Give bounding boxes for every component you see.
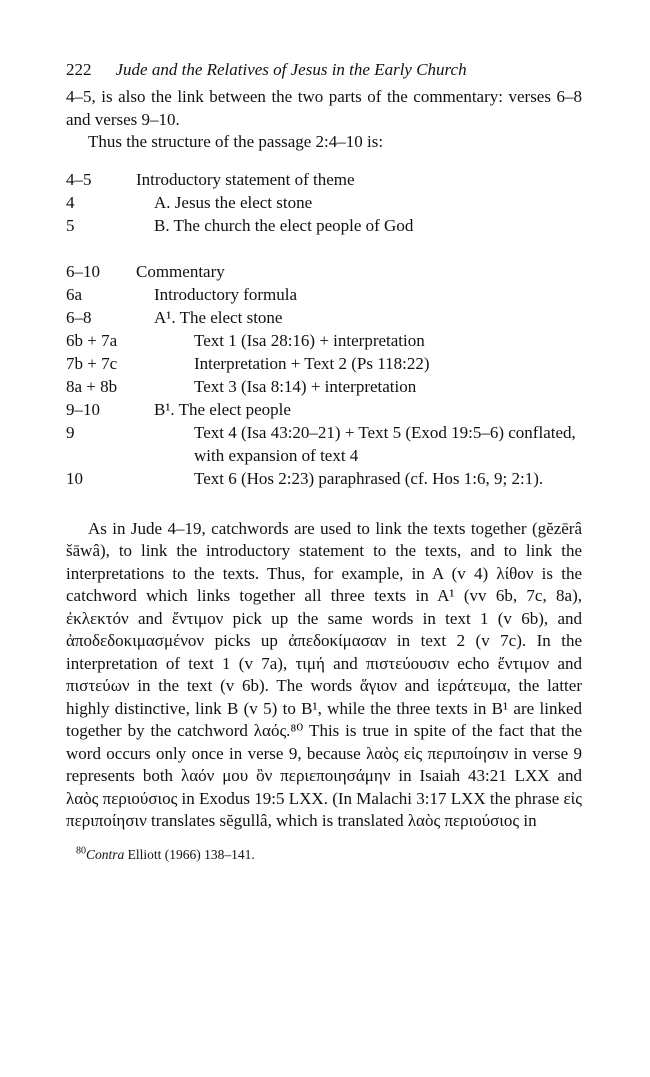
verse-ref: 10	[66, 468, 83, 488]
outline-row	[66, 168, 582, 191]
outline-row	[66, 329, 582, 352]
verse-ref: 4–5	[66, 169, 92, 189]
outline-row	[66, 306, 582, 329]
outline-text: Commentary	[136, 261, 225, 281]
running-title: Jude and the Relatives of Jesus in the Early Church	[115, 60, 467, 79]
book-page	[66, 60, 582, 863]
outline-text: Text 3 (Isa 8:14) + interpretation	[194, 376, 417, 396]
outline-row	[66, 191, 582, 214]
running-header	[66, 60, 582, 80]
outline-row	[66, 260, 582, 283]
outline-text: Text 6 (Hos 2:23) paraphrased (cf. Hos 1:6, 9; 2:1).	[194, 468, 544, 488]
outline-text: A. Jesus the elect stone	[154, 192, 313, 212]
verse-ref: 5	[66, 215, 75, 235]
outline-row	[66, 214, 582, 237]
verse-ref: 7b + 7c	[66, 353, 118, 373]
outline-row	[66, 467, 582, 490]
intro-paragraph: 4–5, is also the link between the two parts of the commentary: verses 6–8 and verses 9–10.	[66, 87, 582, 129]
outline-text: Text 4 (Isa 43:20–21) + Text 5 (Exod 19:5–6) conflated, with expansion of text 4	[194, 422, 576, 465]
outline-text: Interpretation + Text 2 (Ps 118:22)	[194, 353, 430, 373]
outline-text: B¹. The elect people	[154, 399, 291, 419]
outline-row	[66, 398, 582, 421]
footnote	[66, 847, 582, 863]
structure-outline	[66, 168, 582, 490]
verse-ref: 9–10	[66, 399, 100, 419]
outline-text: A¹. The elect stone	[154, 307, 283, 327]
outline-text: Introductory statement of theme	[136, 169, 355, 189]
verse-ref: 6–8	[66, 307, 92, 327]
structure-lead: Thus the structure of the passage 2:4–10 is:	[88, 132, 384, 151]
footnote-text: Elliott (1966) 138–141.	[124, 846, 255, 862]
outline-text: Introductory formula	[154, 284, 298, 304]
page-number: 222	[66, 60, 92, 79]
body-paragraph: As in Jude 4–19, catchwords are used to link the texts together (gĕzērâ šāwâ), to link the introductory statement to the texts, and to link the interpretations to the texts. Thus, for example, in A (v 4) λίθον is the catchword which links together all three texts in A¹ (vv 6b, 7c, 8a), ἐκλεκτόν and ἔντιμον pick up the same words in text 1 (v 6b), and ἀποδεδοκιμασμένον picks up ἀπεδοκίμασαν in text 2 (v 7c). In the interpretation of text 1 (v 7a), τιμή and πιστεύουσιν echo ἔντιμον and πιστεύων in the text (v 6b). The words ἅγιον and ἱεράτευμα, the latter highly distinctive, link B (v 5) to B¹, while the three texts in B¹ are linked together by the catchword λαός.⁸⁰ This is true in spite of the fact that the word occurs only once in verse 9, because λαὸς εἰς περιποίησιν in verse 9 represents both λαόν μου ὃν περιεποιησάμην in Isaiah 43:21 LXX and λαὸς περιούσιος in Exodus 19:5 LXX. (In Malachi 3:17 LXX the phrase εἰς περιποίησιν translates sĕgullâ, which is translated λαὸς περιούσιος in	[66, 518, 582, 830]
footnote-marker: 80	[76, 845, 86, 856]
outline-row	[66, 421, 582, 467]
verse-ref: 6–10	[66, 261, 100, 281]
footnote-contra: Contra	[86, 846, 125, 862]
outline-row	[66, 283, 582, 306]
outline-text: B. The church the elect people of God	[154, 215, 414, 235]
verse-ref: 8a + 8b	[66, 376, 118, 396]
outline-group-theme	[66, 168, 582, 237]
verse-ref: 9	[66, 422, 75, 442]
verse-ref: 4	[66, 192, 75, 212]
outline-group-commentary	[66, 260, 582, 490]
verse-ref: 6b + 7a	[66, 330, 118, 350]
outline-text: Text 1 (Isa 28:16) + interpretation	[194, 330, 425, 350]
verse-ref: 6a	[66, 284, 83, 304]
outline-row	[66, 352, 582, 375]
outline-row	[66, 375, 582, 398]
